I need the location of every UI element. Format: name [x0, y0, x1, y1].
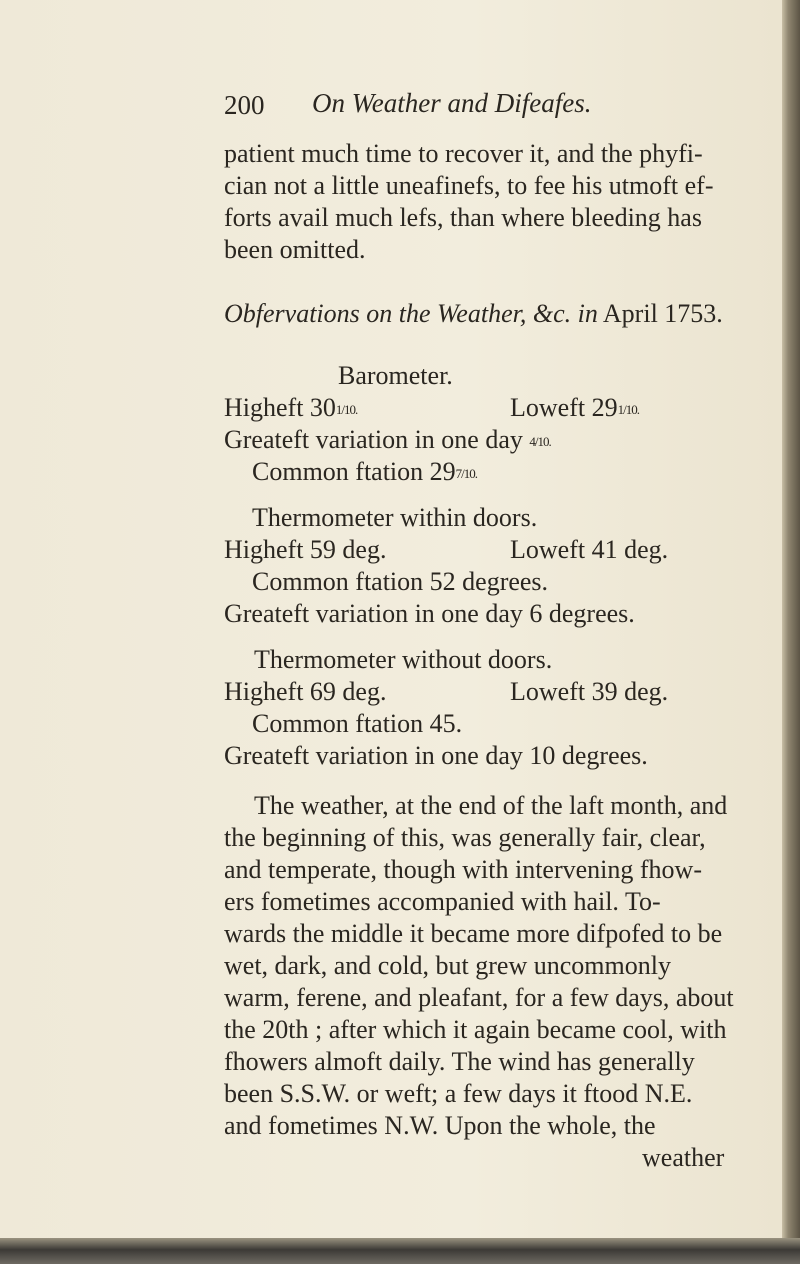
barometer-heading: Barometer.	[338, 361, 453, 390]
intro-line: been omitted.	[224, 235, 366, 264]
thermometer-without-common: Common ftation 45.	[252, 709, 463, 738]
observations-title	[224, 298, 723, 330]
intro-line: forts avail much lefs, than where bleeding has	[224, 203, 702, 232]
intro-line: patient much time to recover it, and the phyfi-	[224, 139, 703, 168]
weather-paragraph-line: ers fometimes accompanied with hail. To-	[224, 887, 661, 916]
thermometer-without-variation: Greateft variation in one day 10 degrees.	[224, 741, 648, 770]
barometer-lowest-fraction: 1/10.	[617, 402, 639, 417]
weather-paragraph-line: wards the middle it became more difpofed to be	[224, 919, 723, 948]
barometer-variation-label: Greateft variation in one day	[224, 425, 523, 454]
weather-paragraph-line: The weather, at the end of the laft month, and	[254, 791, 728, 820]
thermometer-within-lowest: Loweft 41 deg.	[510, 535, 669, 564]
thermometer-within-common: Common ftation 52 degrees.	[252, 567, 549, 596]
barometer-variation-fraction: 4/10.	[529, 434, 551, 449]
weather-paragraph-line: warm, ferene, and pleafant, for a few days, about	[224, 983, 734, 1012]
observations-date: April 1753.	[602, 299, 723, 328]
thermometer-within-highest: Higheft 59 deg.	[224, 535, 387, 564]
observations-title-italic: Obfervations on the Weather, &c. in	[224, 299, 598, 328]
running-title: On Weather and Difeafes.	[312, 88, 592, 118]
thermometer-without-highest: Higheft 69 deg.	[224, 677, 387, 706]
barometer-common-label: Common ftation 29	[252, 457, 456, 486]
weather-paragraph-line: been S.S.W. or weft; a few days it ftood N.E.	[224, 1079, 693, 1108]
weather-paragraph-line: wet, dark, and cold, but grew uncommonly	[224, 951, 671, 980]
thermometer-without-lowest: Loweft 39 deg.	[510, 677, 669, 706]
intro-line: cian not a little uneafinefs, to fee his utmoft ef-	[224, 171, 714, 200]
barometer-highest-label: Higheft 30	[224, 393, 336, 422]
catchword: weather	[642, 1143, 725, 1172]
barometer-lowest-label: Loweft 29	[510, 393, 618, 422]
book-spine-shadow	[782, 0, 800, 1264]
thermometer-within-variation: Greateft variation in one day 6 degrees.	[224, 599, 635, 628]
barometer-variation	[224, 424, 551, 458]
weather-paragraph-line: and fometimes N.W. Upon the whole, the	[224, 1111, 656, 1140]
barometer-lowest	[510, 392, 639, 426]
weather-paragraph-line: fhowers almoft daily. The wind has generally	[224, 1047, 695, 1076]
weather-paragraph-line: and temperate, though with intervening fhow-	[224, 855, 702, 884]
barometer-highest-fraction: 1/10.	[335, 402, 358, 417]
page-header	[224, 88, 744, 124]
barometer-common	[252, 456, 477, 490]
weather-paragraph-line: the beginning of this, was generally fair, clear,	[224, 823, 706, 852]
thermometer-without-heading: Thermometer without doors.	[254, 645, 553, 674]
thermometer-within-heading: Thermometer within doors.	[252, 503, 538, 532]
page-bottom-edge	[0, 1238, 800, 1264]
barometer-highest	[224, 392, 357, 426]
barometer-common-fraction: 7/10.	[455, 466, 478, 481]
page-number: 200	[224, 90, 265, 120]
weather-paragraph-line: the 20th ; after which it again became cool, with	[224, 1015, 727, 1044]
